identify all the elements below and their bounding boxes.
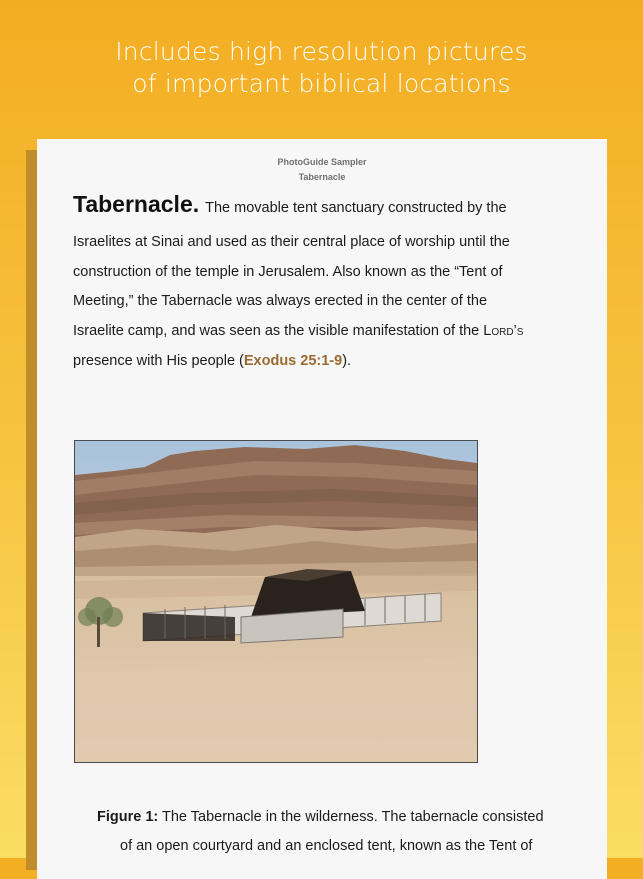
dictionary-entry [73,187,573,377]
entry-line-3: construction of the temple in Jerusalem. Also known as the “Tent of [73,263,503,280]
entry-line-6 [73,347,573,377]
tabernacle-photo[interactable] [74,440,478,763]
entry-text-1: The movable tent sanctuary constructed by the [205,200,507,216]
fence-shadow-left [143,613,235,641]
caption-line-2: of an open courtyard and an enclosed tent, known as the Tent of [120,838,533,854]
entry-line-2: Israelites at Sinai and used as their central place of worship until the [73,234,510,250]
page-header [37,155,607,185]
chapter-title: Tabernacle [298,172,346,182]
entry-line-4: Meeting,” the Tabernacle was always erected in the center of the [73,293,488,310]
figure-caption [97,803,577,861]
entry-text-6-end: ). [342,352,352,369]
book-title: PhotoGuide Sampler [277,157,367,167]
promo-headline-line2: of important biblical locations [132,69,511,98]
promo-headline-line1: Includes high resolution pictures [115,37,528,66]
lord-small-caps: Lord’s [483,323,524,340]
entry-line-5 [73,317,573,347]
book-page[interactable] [37,139,607,879]
foreground-ground [75,656,477,762]
promo-headline [0,36,643,100]
scripture-link[interactable]: Exodus 25:1-9 [243,352,343,369]
tabernacle-photo-illustration [75,441,477,762]
caption-text-1: The Tabernacle in the wilderness. The tabernacle consisted [162,809,544,825]
entry-line-1 [73,187,573,225]
entry-title: Tabernacle. [73,191,200,217]
entry-text-6: presence with His people ( [73,352,244,369]
entry-text-5: Israelite camp, and was seen as the visible manifestation of the [73,323,484,340]
figure-label: Figure 1: [97,809,159,825]
caption-line-1 [97,803,577,832]
